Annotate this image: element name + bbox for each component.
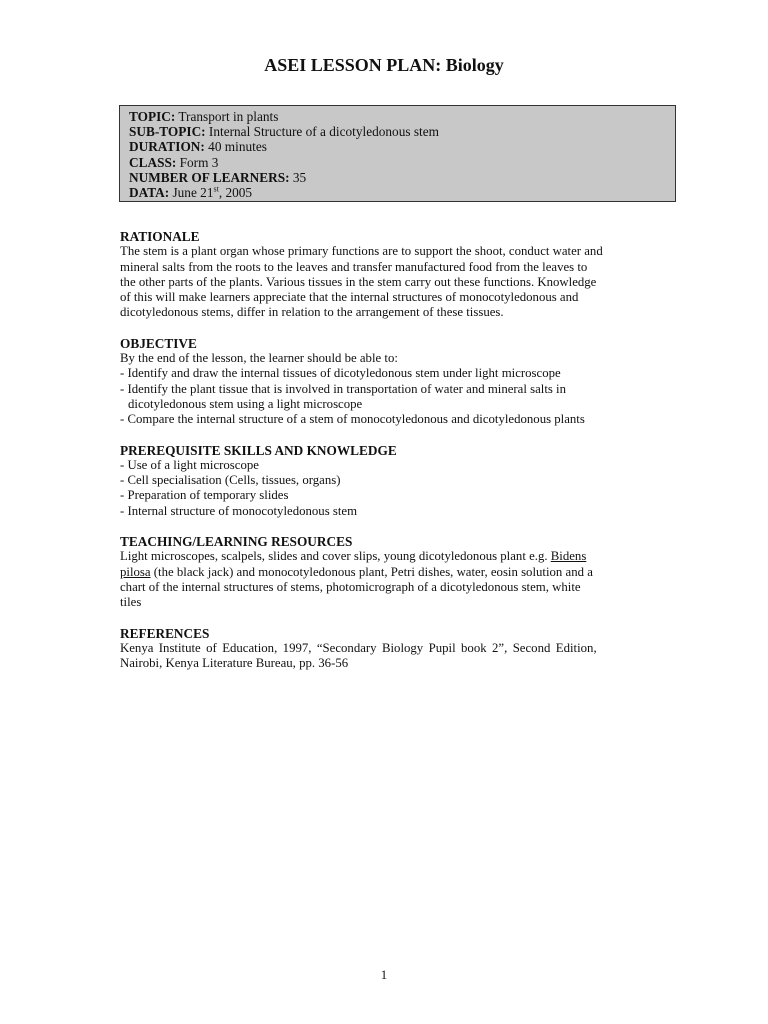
objective-section <box>120 336 660 428</box>
resources-line <box>120 565 660 580</box>
objective-item: - Identify the plant tissue that is involved in transportation of water and mineral salts in <box>120 381 567 396</box>
lesson-content <box>120 229 660 686</box>
prerequisite-section <box>120 443 660 519</box>
prerequisite-item: - Internal structure of monocotyledonous stem <box>120 503 358 518</box>
subtopic-value: Internal Structure of a dicotyledonous stem <box>208 124 439 140</box>
date-value <box>172 185 252 200</box>
date-year: , 2005 <box>218 185 253 201</box>
prerequisite-item: - Use of a light microscope <box>120 457 259 472</box>
reference-line: Nairobi, Kenya Literature Bureau, pp. 36-56 <box>120 656 349 671</box>
topic-row <box>129 109 675 124</box>
references-heading: REFERENCES <box>120 625 210 641</box>
objective-item: - Compare the internal structure of a stem of monocotyledonous and dicotyledonous plants <box>120 412 585 427</box>
rationale-line: mineral salts from the roots to the leaves and transfer manufactured food from the leaves to <box>120 259 588 274</box>
references-section <box>120 626 660 672</box>
resources-heading: TEACHING/LEARNING RESOURCES <box>120 534 353 550</box>
duration-value: 40 minutes <box>208 139 267 155</box>
resources-text: Light microscopes, scalpels, slides and cover slips, young dicotyledonous plant e.g. <box>120 549 548 564</box>
prerequisite-item: - Cell specialisation (Cells, tissues, organs) <box>120 473 341 488</box>
resources-text: (the black jack) and monocotyledonous plant, Petri dishes, water, eosin solution and a <box>150 564 593 579</box>
duration-label: DURATION: <box>129 139 205 155</box>
species-name-epithet: pilosa <box>120 564 151 579</box>
lesson-info-box <box>119 105 676 202</box>
objective-item: - Identify and draw the internal tissues of dicotyledonous stem under light microscope <box>120 366 561 381</box>
rationale-section <box>120 229 660 321</box>
date-day: June 21 <box>172 185 214 201</box>
objective-intro: By the end of the lesson, the learner should be able to: <box>120 351 398 366</box>
resources-section <box>120 534 660 610</box>
class-value: Form 3 <box>179 154 219 170</box>
date-row <box>129 185 675 200</box>
resources-line: tiles <box>120 595 142 610</box>
prerequisite-heading: PREREQUISITE SKILLS AND KNOWLEDGE <box>120 442 397 458</box>
prerequisite-item: - Preparation of temporary slides <box>120 488 289 503</box>
learners-label: NUMBER OF LEARNERS: <box>129 169 290 185</box>
date-label: DATA: <box>129 185 170 201</box>
learners-row <box>129 170 675 185</box>
resources-line <box>120 549 660 564</box>
objective-item-continued: dicotyledonous stem using a light microscope <box>128 396 363 411</box>
rationale-text <box>120 244 660 320</box>
reference-line: Kenya Institute of Education, 1997, “Secondary Biology Pupil book 2”, Second Edition, <box>120 640 597 655</box>
topic-value: Transport in plants <box>178 109 279 124</box>
subtopic-label: SUB-TOPIC: <box>129 124 206 140</box>
duration-row <box>129 139 675 154</box>
class-label: CLASS: <box>129 154 177 170</box>
rationale-heading: RATIONALE <box>120 229 200 244</box>
learners-value: 35 <box>292 169 307 185</box>
resources-line: chart of the internal structures of stems, photomicrograph of a dicotyledonous stem, white <box>120 579 581 594</box>
page-number: 1 <box>380 968 388 982</box>
topic-label: TOPIC: <box>129 109 176 124</box>
rationale-line: the other parts of the plants. Various tissues in the stem carry out these functions. Knowledge <box>120 274 597 289</box>
objective-heading: OBJECTIVE <box>120 335 197 351</box>
date-ordinal: st <box>213 184 219 194</box>
subtopic-row <box>129 124 675 139</box>
class-row <box>129 155 675 170</box>
rationale-line: dicotyledonous stems, differ in relation to the arrangement of these tissues. <box>120 305 504 320</box>
rationale-line: The stem is a plant organ whose primary functions are to support the shoot, conduct water and <box>120 244 603 259</box>
page-title: ASEI LESSON PLAN: Biology <box>264 55 504 75</box>
rationale-line: of this will make learners appreciate that the internal structures of monocotyledonous and <box>120 290 579 305</box>
species-name-genus: Bidens <box>550 549 587 564</box>
